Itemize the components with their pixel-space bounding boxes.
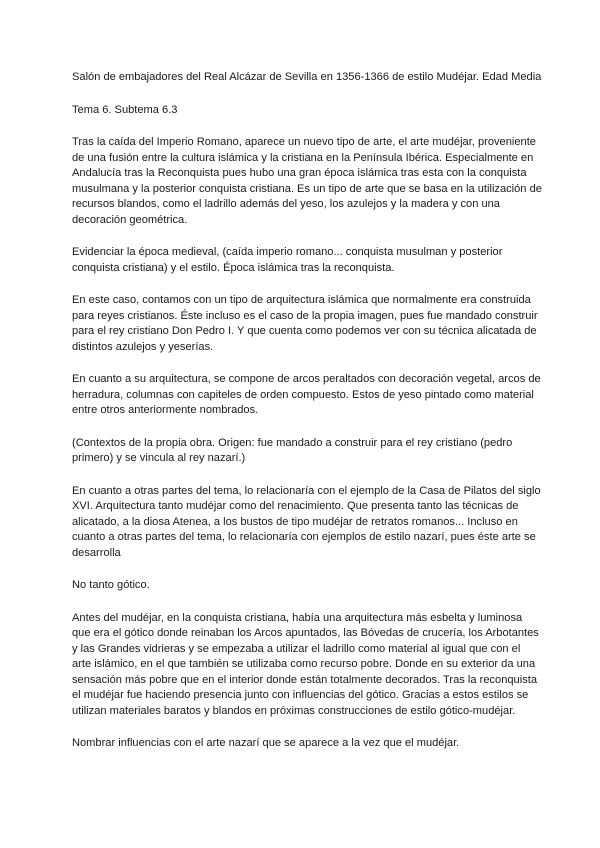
paragraph-nasrid-note: Nombrar influencias con el arte nazarí que se aparece a la vez que el mudéjar. bbox=[72, 737, 460, 749]
paragraph-intro: Tras la caída del Imperio Romano, aparece un nuevo tipo de arte, el arte mudéjar, proveniente de una fusión entre la cultura islámica y la cristiana en la Península Ibérica. Especialmente en Andalucía tras la Reconquista pues hubo una gran época islámica tras esta con la conquista musulmana y la posterior conquista cristiana. Es un tipo de arte que se basa en la utilización de recursos blandos, como el ladrillo además del yeso, los azulejos y la madera y con una decoración geométrica. bbox=[72, 136, 542, 226]
paragraph-architecture-type: En este caso, contamos con un tipo de arquitectura islámica que normalmente era construida para reyes cristianos. Éste incluso es el caso de la propia imagen, pues fue mandado construir para el rey cristiano Don Pedro I. Y que cuenta como podemos ver con su técnica alicatada de distintos azulejos y yeserías. bbox=[72, 294, 538, 353]
document-subtitle: Tema 6. Subtema 6.3 bbox=[72, 103, 178, 116]
paragraph-architecture-details: En cuanto a su arquitectura, se compone de arcos peraltados con decoración vegetal, arcos de herradura, columnas con capiteles de orden compuesto. Estos de yeso pintado como material entre otros anteriormente nombrados. bbox=[72, 373, 541, 416]
document-title: Salón de embajadores del Real Alcázar de Sevilla en 1356-1366 de estilo Mudéjar. Edad Media bbox=[72, 71, 542, 83]
paragraph-gothic-comparison: Antes del mudéjar, en la conquista cristiana, había una arquitectura más esbelta y luminosa que era el gótico donde reinaban los Arcos apuntados, las Bóvedas de crucería, los Arbotantes y las Grandes vidrieras y se empezaba a utilizar el ladrillo como material al igual que con el arte islámico, en el que también se utilizaba como recurso pobre. Donde en su exterior da una sensación más pobre que en el interior donde están totalmente decorados. Tras la reconquista el mudéjar fue haciendo presencia junto con influencias del gótico. Gracias a estos estilos se utilizan materiales baratos y blandos en próximas construcciones de estilo gótico-mudéjar. bbox=[72, 611, 539, 717]
paragraph-gothic-note: No tanto gótico. bbox=[72, 579, 150, 591]
paragraph-related-works: En cuanto a otras partes del tema, lo relacionaría con el ejemplo de la Casa de Pilatos del siglo XVI. Arquitectura tanto mudéjar como del renacimiento. Que presenta tanto las técnicas de alicatado, a la diosa Atenea, a los bustos de tipo mudéjar de retratos romanos... Incluso en cuanto a otras partes del tema, lo relacionaría con ejemplos de estilo nazarí, pues éste arte se desarrolla bbox=[72, 484, 541, 559]
paragraph-context-note: (Contextos de la propia obra. Origen: fue mandado a construir para el rey cristiano (pedro primero) y se vincula al rey nazarí.) bbox=[72, 436, 513, 464]
document-body bbox=[72, 70, 542, 769]
paragraph-epoch-note: Evidenciar la época medieval, (caída imperio romano... conquista musulman y posterior conquista cristiana) y el estilo. Época islámica tras la reconquista. bbox=[72, 246, 503, 274]
